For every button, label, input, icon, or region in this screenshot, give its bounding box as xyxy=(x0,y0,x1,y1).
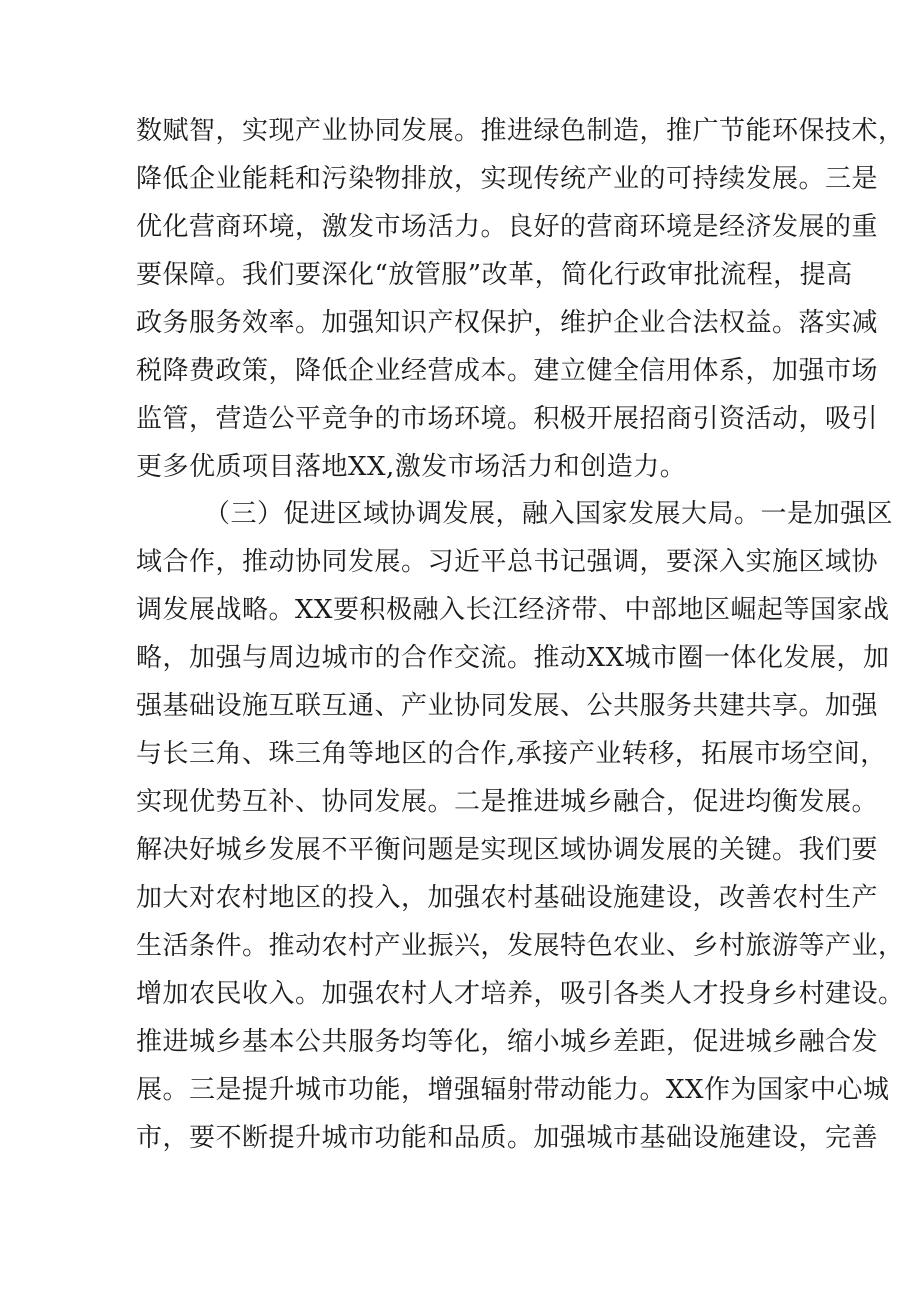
text-line: 强基础设施互联互通、产业协同发展、公共服务共建共享。加强 xyxy=(136,691,879,721)
text-line: 税降费政策，降低企业经营成本。建立健全信用体系，加强市场 xyxy=(136,356,879,386)
text-line: 数赋智，实现产业协同发展。推进绿色制造，推广节能环保技术， xyxy=(136,116,905,146)
text-line: 调发展战略。XX要积极融入长江经济带、中部地区崛起等国家战 xyxy=(136,595,890,625)
section-heading-line: （三）促进区域协调发展，融入国家发展大局。一是加强区 xyxy=(204,499,894,529)
text-line: 要保障。我们要深化“放管服”改革，简化行政审批流程，提高 xyxy=(136,260,853,290)
paragraph-section-three xyxy=(136,490,905,1162)
text-line: 域合作，推动协同发展。习近平总书记强调，要深入实施区域协 xyxy=(136,547,879,577)
text-line: 监管，营造公平竞争的市场环境。积极开展招商引资活动，吸引 xyxy=(136,404,879,434)
text-line: 解决好城乡发展不平衡问题是实现区域协调发展的关键。我们要 xyxy=(136,835,879,865)
text-line: 生活条件。推动农村产业振兴，发展特色农业、乡村旅游等产业， xyxy=(136,931,905,961)
text-line: 展。三是提升城市功能，增强辐射带动能力。XX作为国家中心城 xyxy=(136,1075,890,1105)
text-line: 加大对农村地区的投入，加强农村基础设施建设，改善农村生产 xyxy=(136,883,879,913)
text-line: 优化营商环境，激发市场活力。良好的营商环境是经济发展的重 xyxy=(136,212,879,242)
text-line: 市，要不断提升城市功能和品质。加强城市基础设施建设，完善 xyxy=(136,1123,879,1153)
text-line: 政务服务效率。加强知识产权保护，维护企业合法权益。落实减 xyxy=(136,308,879,338)
text-line: 推进城乡基本公共服务均等化，缩小城乡差距，促进城乡融合发 xyxy=(136,1027,879,1057)
text-line: 实现优势互补、协同发展。二是推进城乡融合，促进均衡发展。 xyxy=(136,787,879,817)
paragraph-continuation xyxy=(136,107,905,491)
text-line: 更多优质项目落地XX,激发市场活力和创造力。 xyxy=(136,452,687,482)
text-line: 增加农民收入。加强农村人才培养，吸引各类人才投身乡村建设。 xyxy=(136,979,905,1009)
text-line: 降低企业能耗和污染物排放，实现传统产业的可持续发展。三是 xyxy=(136,164,879,194)
text-line: 与长三角、珠三角等地区的合作,承接产业转移，拓展市场空间， xyxy=(136,739,887,769)
text-line: 略，加强与周边城市的合作交流。推动XX城市圈一体化发展，加 xyxy=(136,643,890,673)
